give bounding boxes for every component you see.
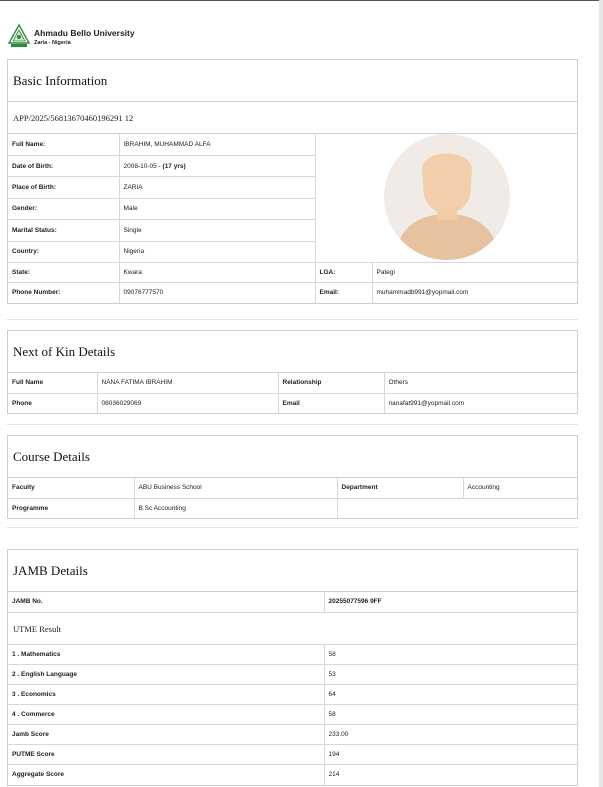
avatar-placeholder-icon: [384, 134, 510, 260]
faculty-value: ABU Business School: [134, 478, 337, 498]
university-logo-icon: [8, 24, 30, 48]
table-row: [8, 373, 579, 393]
marital-status-value: Single: [119, 220, 315, 241]
next-of-kin-title: Next of Kin Details: [8, 331, 577, 373]
phone-value: 09076777570: [119, 283, 315, 303]
subject-label: 3 . Economics: [8, 685, 324, 705]
subject-score: 58: [324, 645, 579, 665]
putme-score-value: 194: [324, 745, 579, 765]
next-of-kin-panel: [7, 330, 578, 414]
basic-information-title: Basic Information: [8, 60, 577, 102]
university-header: [8, 24, 208, 52]
faculty-label: Faculty: [8, 478, 134, 498]
basic-info-table: [8, 134, 579, 303]
table-row: [8, 725, 579, 745]
empty-cell: [337, 498, 579, 518]
country-value: Nigeria: [119, 241, 315, 262]
jamb-number-table: [8, 592, 579, 613]
table-row: [8, 645, 579, 665]
kin-relationship-value: Others: [384, 373, 579, 393]
full-name-label: Full Name:: [8, 134, 119, 155]
kin-name-value: NANA FATIMA IBRAHIM: [97, 373, 278, 393]
table-row: [8, 685, 579, 705]
gender-value: Male: [119, 198, 315, 219]
table-row: [8, 263, 579, 283]
marital-status-label: Marital Status:: [8, 220, 119, 241]
country-label: Country:: [8, 241, 119, 262]
table-row: [8, 283, 579, 303]
table-row: [8, 498, 579, 518]
subject-label: 1 . Mathematics: [8, 645, 324, 665]
phone-label: Phone Number:: [8, 283, 119, 303]
table-row: [8, 134, 579, 155]
basic-information-panel: [7, 59, 578, 304]
age-text: (17 yrs): [162, 162, 186, 170]
kin-email-label: Email: [278, 393, 384, 413]
department-label: Department: [337, 478, 463, 498]
putme-score-label: PUTME Score: [8, 745, 324, 765]
course-details-table: [8, 478, 579, 518]
table-row: [8, 705, 579, 725]
university-name: Ahmadu Bello University: [34, 28, 135, 38]
dob-value: [119, 155, 315, 176]
utme-result-table: [8, 645, 579, 785]
kin-relationship-label: Relationship: [278, 373, 384, 393]
application-number: APP/2025/56813670460196291 12: [8, 102, 577, 134]
section-divider: [7, 424, 578, 425]
programme-value: B.Sc Accounting: [134, 498, 337, 518]
lga-label: LGA:: [315, 263, 372, 283]
table-row: [8, 765, 579, 785]
email-value: muhammadb991@yopmail.com: [372, 283, 579, 303]
table-row: [8, 393, 579, 413]
table-row: [8, 665, 579, 685]
top-border: [0, 0, 603, 1]
jamb-score-label: Jamb Score: [8, 725, 324, 745]
aggregate-score-label: Aggregate Score: [8, 765, 324, 785]
subject-score: 64: [324, 685, 579, 705]
photo-cell: [315, 134, 579, 263]
department-value: Accounting: [463, 478, 579, 498]
subject-score: 58: [324, 705, 579, 725]
course-details-title: Course Details: [8, 436, 577, 478]
subject-score: 53: [324, 665, 579, 685]
dob-date: 2008-10-05 -: [123, 162, 163, 170]
jamb-number-value: 20255077596 9FF: [324, 592, 579, 612]
kin-phone-value: 08036029069: [97, 393, 278, 413]
full-name-value: IBRAHIM, MUHAMMAD ALFA: [119, 134, 315, 155]
next-of-kin-table: [8, 373, 579, 413]
scroll-edge: [599, 0, 603, 787]
lga-value: Pategi: [372, 263, 579, 283]
section-divider: [7, 319, 578, 320]
email-label: Email:: [315, 283, 372, 303]
jamb-details-panel: [7, 549, 578, 786]
kin-email-value: nanafat991@yopmail.com: [384, 393, 579, 413]
university-location: Zaria - Nigeria: [34, 40, 71, 46]
subject-label: 4 . Commerce: [8, 705, 324, 725]
place-of-birth-value: ZARIA: [119, 177, 315, 198]
jamb-score-value: 233.00: [324, 725, 579, 745]
subject-label: 2 . English Language: [8, 665, 324, 685]
section-divider: [7, 527, 578, 528]
dob-label: Date of Birth:: [8, 155, 119, 176]
table-row: [8, 745, 579, 765]
table-row: [8, 478, 579, 498]
gender-label: Gender:: [8, 198, 119, 219]
jamb-number-label: JAMB No.: [8, 592, 324, 612]
course-details-panel: [7, 435, 578, 519]
aggregate-score-value: 214: [324, 765, 579, 785]
state-label: State:: [8, 263, 119, 283]
table-row: [8, 592, 579, 612]
state-value: Kwara: [119, 263, 315, 283]
utme-result-title: UTME Result: [8, 613, 577, 645]
kin-name-label: Full Name: [8, 373, 97, 393]
kin-phone-label: Phone: [8, 393, 97, 413]
place-of-birth-label: Place of Birth:: [8, 177, 119, 198]
programme-label: Programme: [8, 498, 134, 518]
jamb-details-title: JAMB Details: [8, 550, 577, 592]
